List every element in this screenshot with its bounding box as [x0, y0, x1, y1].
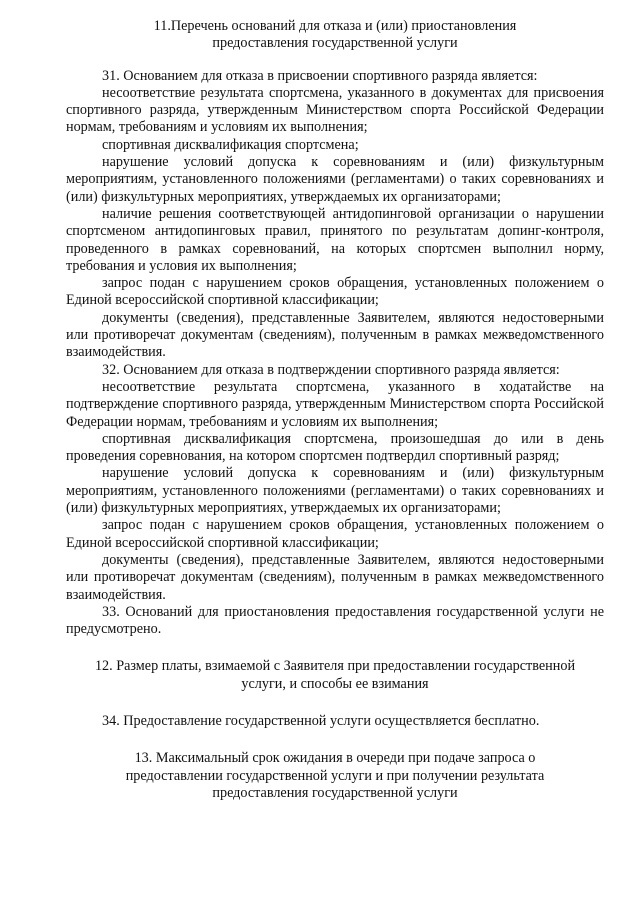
section-13-heading-line-3: предоставления государственной услуги: [212, 784, 458, 801]
paragraph-34: 34. Предоставление государственной услуги осуществляется бесплатно.: [102, 712, 540, 729]
paragraph-31-item-2: спортивная дисквалификация спортсмена;: [102, 136, 359, 153]
section-13-heading-line-1: 13. Максимальный срок ожидания в очереди при подаче запроса о: [134, 750, 536, 767]
paragraph-31-item-6: документы (сведения), представленные Заявителем, являются недостоверными или противоречат документам (сведениям), полученным в рамках межведомственного взаимодействия.: [66, 309, 604, 361]
paragraph-31-item-5: запрос подан с нарушением сроков обращения, установленных положением о Единой всероссийской спортивной классификации;: [66, 275, 604, 309]
paragraph-32-item-4: запрос подан с нарушением сроков обращения, установленных положением о Единой всероссийской спортивной классификации;: [66, 517, 604, 551]
section-12-heading: [66, 658, 604, 693]
section-11-heading-line-2: предоставления государственной услуги: [212, 35, 458, 52]
paragraph-32-item-3: нарушение условий допуска к соревнованиям и (или) физкультурным мероприятиям, установленного положениями (регламентами) о таких соревнованиях и (или) физкультурных мероприятиях, утверждаемых их организаторами;: [66, 465, 604, 517]
section-11-heading: [66, 18, 604, 53]
section-11-heading-line-1: 11.Перечень оснований для отказа и (или) приостановления: [153, 18, 517, 34]
paragraph-32: [66, 362, 604, 604]
section-13-heading-line-2: предоставлении государственной услуги и при получении результата: [125, 767, 545, 784]
paragraph-31-item-4: наличие решения соответствующей антидопинговой организации о нарушении спортсменом антидопинговых правил, принятого по результатам допинг-контроля, проведенного в рамках соревнований, на которых спортсмен выполнил норму, требования и условия их выполнения;: [66, 205, 604, 274]
paragraph-31: [66, 68, 604, 362]
paragraph-32-item-5: документы (сведения), представленные Заявителем, являются недостоверными или противоречат документам (сведениям), полученным в рамках межведомственного взаимодействия.: [66, 551, 604, 603]
paragraph-32-item-1: несоответствие результата спортсмена, указанного в ходатайстве на подтверждение спортивного разряда, утвержденным Министерством спорта Российской Федерации нормам, требованиям и условиям их выполнения;: [66, 378, 604, 430]
paragraph-32-item-2: спортивная дисквалификация спортсмена, произошедшая до или в день проведения соревнования, на котором спортсмен подтвердил спортивный разряд;: [66, 430, 604, 465]
section-12-heading-line-1: 12. Размер платы, взимаемой с Заявителя при предоставлении государственной: [94, 658, 576, 675]
paragraph-31-item-1: несоответствие результата спортсмена, указанного в документах для присвоения спортивного разряда, утвержденным Министерством спорта Российской Федерации нормам, требованиям и условиям их выполнения;: [66, 84, 604, 136]
paragraph-31-item-3: нарушение условий допуска к соревнованиям и (или) физкультурным мероприятиям, установленного положениями (регламентами) о таких соревнованиях и (или) физкультурных мероприятиях, утверждаемых их организаторами;: [66, 154, 604, 205]
paragraph-32-title: 32. Основанием для отказа в подтверждении спортивного разряда является:: [102, 361, 560, 378]
section-13-heading: [66, 750, 604, 802]
section-12-heading-line-2: услуги, и способы ее взимания: [241, 675, 429, 692]
paragraph-31-title: 31. Основанием для отказа в присвоении спортивного разряда является:: [102, 67, 538, 84]
paragraph-33: 33. Оснований для приостановления предоставления государственной услуги не предусмотрено.: [66, 603, 604, 638]
